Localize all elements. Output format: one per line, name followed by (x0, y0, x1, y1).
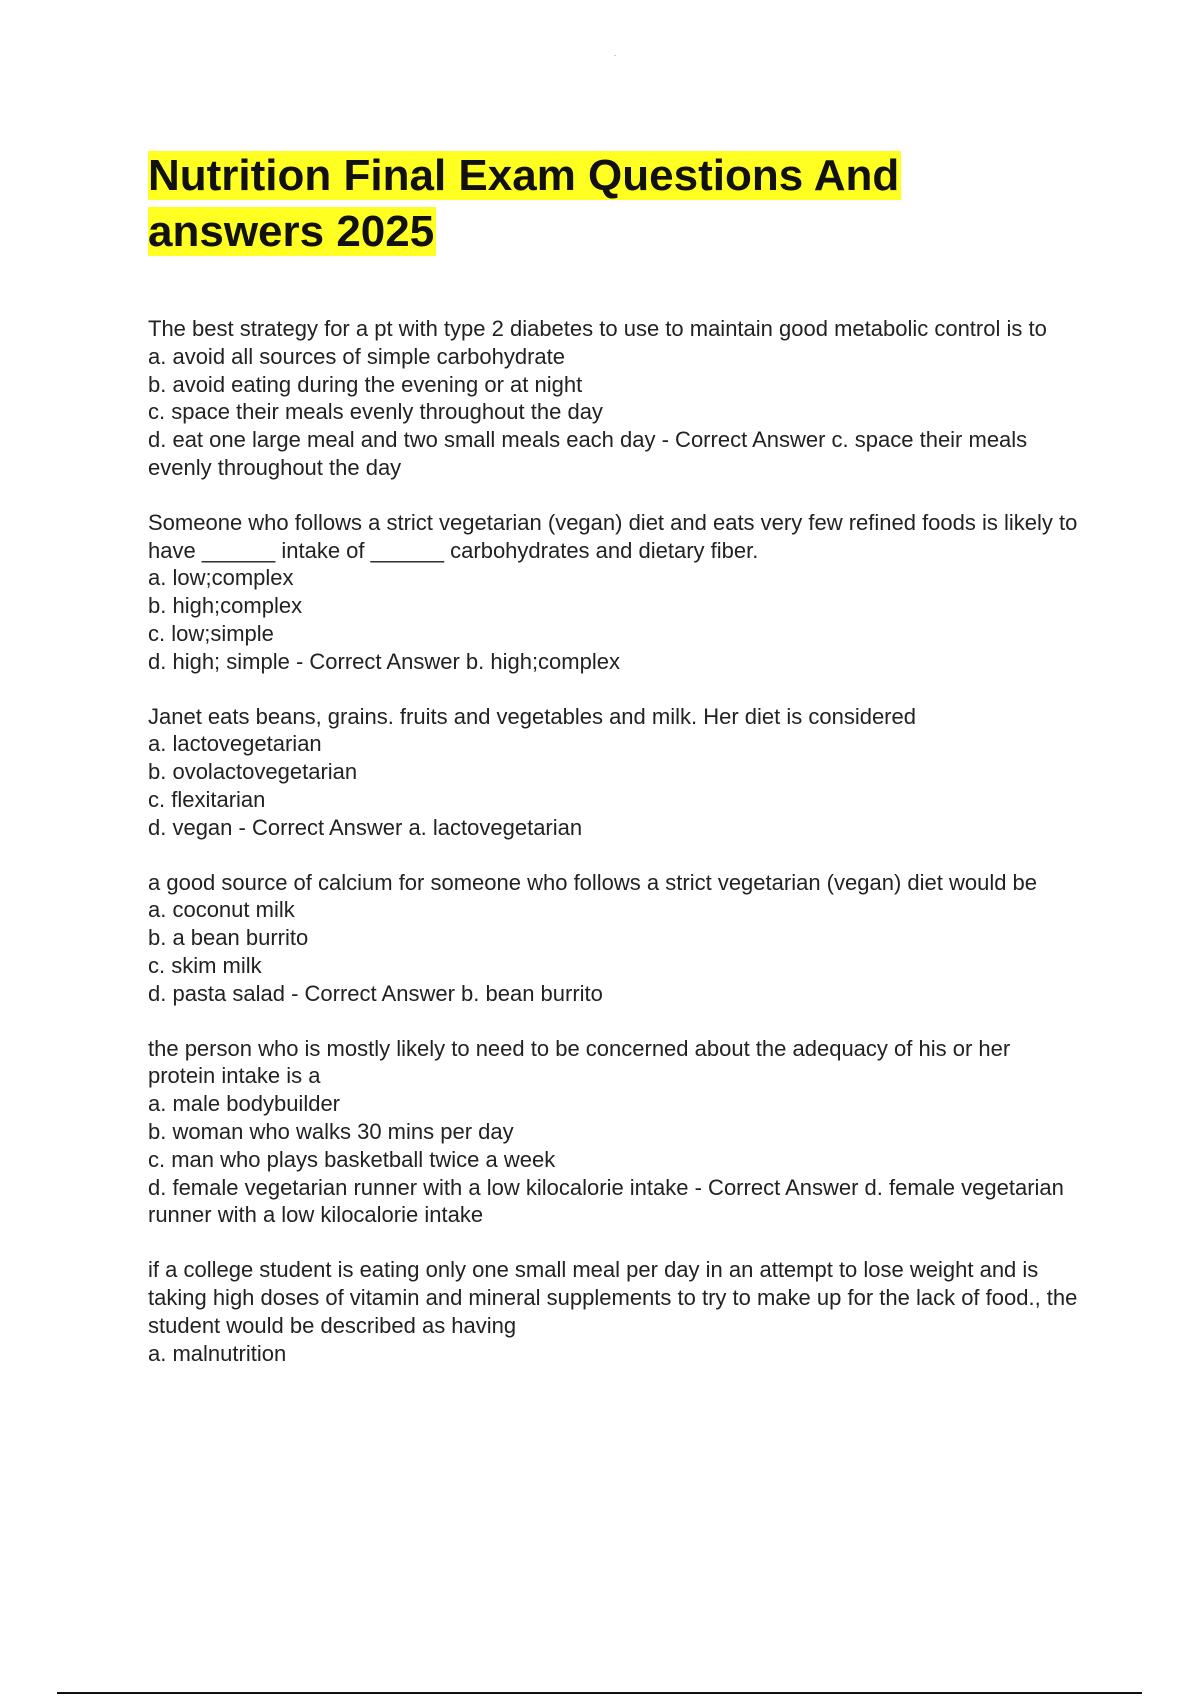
answer-option: b. high;complex (148, 593, 303, 619)
answer-option: a. avoid all sources of simple carbohydrate (148, 343, 565, 369)
answer-option: b. woman who walks 30 mins per day (148, 1118, 514, 1144)
answer-option: a. lactovegetarian (148, 731, 322, 757)
question-stem: Janet eats beans, grains. fruits and vegetables and milk. Her diet is considered (148, 703, 916, 729)
question-1 (148, 315, 1083, 482)
answer-option: b. ovolactovegetarian (148, 759, 358, 785)
answer-option: b. a bean burrito (148, 925, 309, 951)
answer-option: c. flexitarian (148, 786, 266, 812)
question-stem: if a college student is eating only one small meal per day in an attempt to lose weight and is taking high doses of vitamin and mineral supplements to try to make up for the lack of food., the student would be described as having (148, 1257, 1078, 1338)
question-3 (148, 703, 1083, 842)
question-2 (148, 509, 1083, 676)
title-highlight: Nutrition Final Exam Questions And answers 2025 (148, 151, 900, 256)
answer-option: a. male bodybuilder (148, 1091, 341, 1117)
question-stem: the person who is mostly likely to need to be concerned about the adequacy of his or her protein intake is a (148, 1035, 1011, 1089)
answer-option-with-correct-answer: d. pasta salad - Correct Answer b. bean burrito (148, 980, 603, 1006)
answer-option: c. low;simple (148, 620, 274, 646)
answer-option-with-correct-answer: d. high; simple - Correct Answer b. high;complex (148, 648, 620, 674)
answer-option: c. space their meals evenly throughout the day (148, 399, 603, 425)
footer-divider (57, 1692, 1142, 1694)
document-title (148, 148, 1048, 260)
answer-option: c. skim milk (148, 952, 262, 978)
answer-option: a. malnutrition (148, 1340, 287, 1366)
question-stem: The best strategy for a pt with type 2 diabetes to use to maintain good metabolic control is to (148, 316, 1047, 341)
question-stem: a good source of calcium for someone who follows a strict vegetarian (vegan) diet would be (148, 869, 1038, 895)
question-5 (148, 1035, 1083, 1230)
question-stem: Someone who follows a strict vegetarian (vegan) diet and eats very few refined foods is likely to have ______ intake of ______ carbohydrates and dietary fiber. (148, 509, 1078, 563)
answer-option-with-correct-answer: d. eat one large meal and two small meals each day - Correct Answer c. space their meals evenly throughout the day (148, 427, 1028, 480)
answer-option-with-correct-answer: d. vegan - Correct Answer a. lactovegetarian (148, 814, 583, 840)
answer-option-with-correct-answer: d. female vegetarian runner with a low kilocalorie intake - Correct Answer d. female vegetarian runner with a low kilocalorie intake (148, 1174, 1064, 1228)
answer-option: a. low;complex (148, 565, 294, 591)
answer-option: c. man who plays basketball twice a week (148, 1146, 556, 1172)
answer-option: b. avoid eating during the evening or at night (148, 371, 583, 397)
answer-option: a. coconut milk (148, 897, 295, 923)
scan-speck (614, 55, 616, 56)
question-4 (148, 869, 1083, 1008)
question-list (148, 315, 1083, 1394)
question-6 (148, 1256, 1083, 1367)
